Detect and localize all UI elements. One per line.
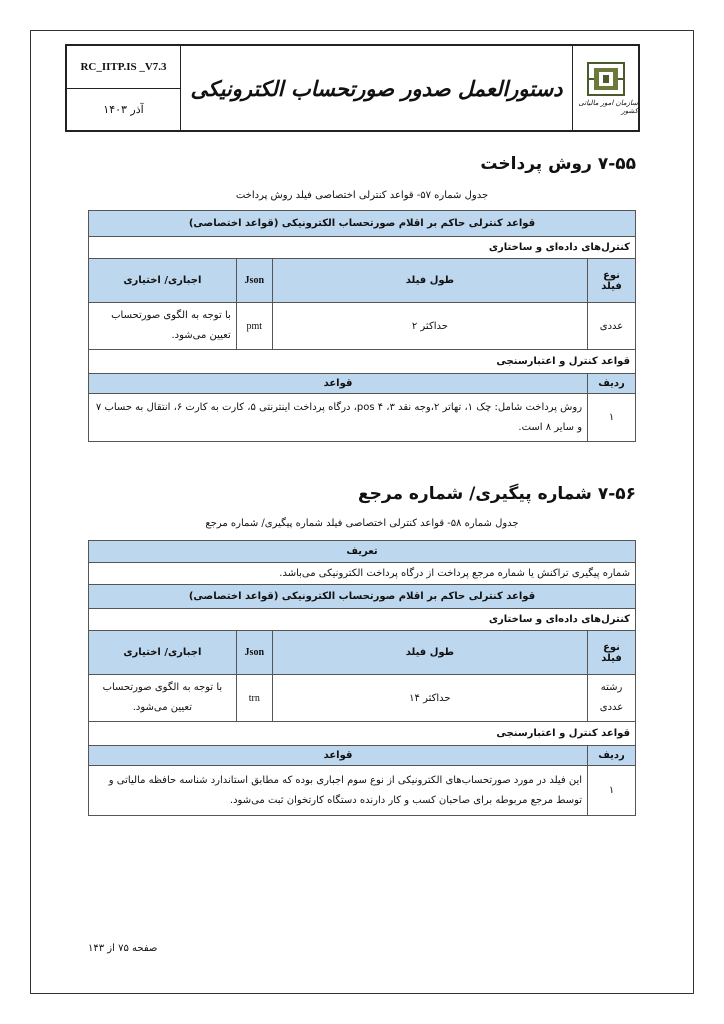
controls-header: کنترل‌های داده‌ای و ساختاری (89, 237, 636, 259)
col-rules: قواعد (89, 374, 588, 394)
section-title-payment-method: ۷-۵۵ روش پرداخت (480, 154, 636, 174)
cell-required: با توجه به الگوی صورتحساب تعیین می‌شود. (89, 303, 237, 350)
page-number: صفحه ۷۵ از ۱۴۳ (88, 943, 158, 954)
col-json: Json (236, 631, 272, 675)
controls-header: کنترل‌های داده‌ای و ساختاری (89, 609, 636, 631)
cell-field-type: رشته عددی (588, 675, 636, 722)
table-caption-57: جدول شماره ۵۷- قواعد کنترلی اختصاصی فیلد روش پرداخت (235, 190, 489, 201)
document-title: دستورالعمل صدور صورتحساب الکترونیکی (190, 75, 563, 101)
table-caption-58: جدول شماره ۵۸- قواعد کنترلی اختصاصی فیلد شماره پیگیری/ شماره مرجع (205, 518, 519, 529)
page-border (30, 30, 694, 994)
organization-caption: سازمان امور مالیاتی کشور (578, 99, 638, 115)
tracking-number-table (88, 540, 636, 816)
organization-logo (572, 46, 638, 130)
cell-required: با توجه به الگوی صورتحساب تعیین می‌شود. (89, 675, 237, 722)
cell-field-type: عددی (588, 303, 636, 350)
validation-header: قواعد کنترل و اعتبارسنجی (89, 722, 636, 746)
emblem-icon (586, 61, 626, 97)
rule-row-number: ۱ (588, 394, 636, 442)
document-date: آذر ۱۴۰۳ (103, 102, 144, 116)
col-field-type: نوع فیلد (588, 259, 636, 303)
col-row-number: ردیف (588, 746, 636, 766)
col-field-length: طول فیلد (272, 631, 587, 675)
section-title-tracking-number: ۷-۵۶ شماره پیگیری/ شماره مرجع (358, 484, 636, 504)
cell-json: trn (236, 675, 272, 722)
col-row-number: ردیف (588, 374, 636, 394)
header-meta (67, 46, 181, 130)
col-field-type: نوع فیلد (588, 631, 636, 675)
col-field-length: طول فیلد (272, 259, 587, 303)
definition-text: شماره پیگیری تراکنش یا شماره مرجع پرداخت از درگاه پرداخت الکترونیکی می‌باشد. (89, 563, 636, 585)
rule-text: این فیلد در مورد صورتحساب‌های الکترونیکی از نوع سوم اجباری بوده که مطابق استاندارد شناسه حافظه مالیاتی و توسط مرجع مربوطه برای صاحبان کسب و کار دارنده دستگاه کارتخوان ثبت می‌شود. (89, 766, 588, 816)
rule-row-number: ۱ (588, 766, 636, 816)
cell-json: pmt (236, 303, 272, 350)
col-required: اجباری/ اختیاری (89, 631, 237, 675)
rules-header: قواعد کنترلی حاکم بر اقلام صورتحساب الکترونیکی (قواعد اختصاصی) (89, 585, 636, 609)
cell-field-length: حداکثر ۱۴ (272, 675, 587, 722)
payment-method-table (88, 210, 636, 442)
document-header (65, 44, 640, 132)
document-code: RC_IITP.IS _V7.3 (67, 46, 180, 89)
col-json: Json (236, 259, 272, 303)
validation-header: قواعد کنترل و اعتبارسنجی (89, 350, 636, 374)
col-required: اجباری/ اختیاری (89, 259, 237, 303)
rule-text: روش پرداخت شامل: چک ۱، تهاتر ۲،وجه نقد ۳، pos ۴، درگاه پرداخت اینترنتی ۵، کارت به کارت ۶، انتقال به حساب ۷ و سایر ۸ است. (89, 394, 588, 442)
cell-field-length: حداکثر ۲ (272, 303, 587, 350)
col-rules: قواعد (89, 746, 588, 766)
rules-header: قواعد کنترلی حاکم بر اقلام صورتحساب الکترونیکی (قواعد اختصاصی) (89, 211, 636, 237)
definition-header: تعریف (89, 541, 636, 563)
